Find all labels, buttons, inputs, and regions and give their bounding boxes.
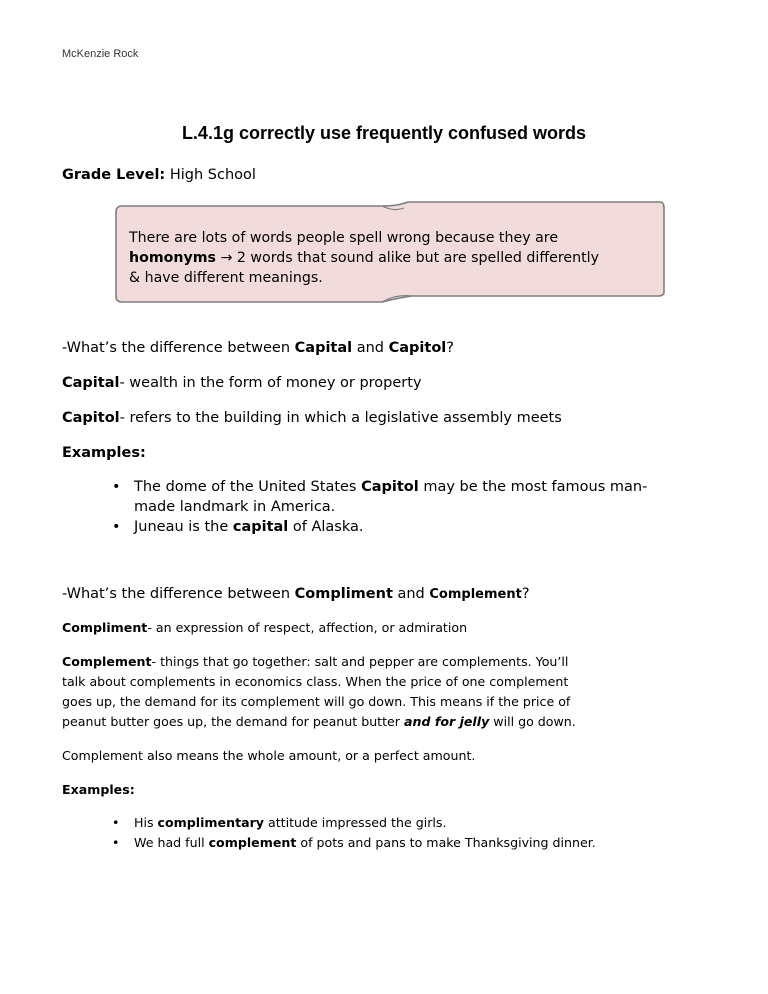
definition-text: peanut butter goes up, the demand for peanut butter xyxy=(62,714,404,729)
document-title: L.4.1g correctly use frequently confused words xyxy=(181,123,587,143)
capital-question xyxy=(62,338,454,358)
bullet-icon: • xyxy=(112,815,120,830)
example-bold: complement xyxy=(208,835,297,850)
capitol-definition xyxy=(62,408,562,428)
term-complement: Complement xyxy=(62,654,152,669)
word-capitol: Capitol xyxy=(388,340,447,356)
example-text: of Alaska. xyxy=(288,519,364,535)
list-item xyxy=(112,517,647,537)
examples-label: Examples: xyxy=(62,445,146,461)
examples-heading-2 xyxy=(62,780,135,800)
callout-homonyms: homonyms xyxy=(129,250,216,266)
callout-line-3: & have different meanings. xyxy=(129,270,323,286)
question-text: -What’s the difference between xyxy=(62,586,295,602)
grade-level-label: Grade Level: xyxy=(62,167,166,183)
callout-line-1: There are lots of words people spell wrong because they are xyxy=(129,230,559,246)
example-text: made landmark in America. xyxy=(134,499,336,515)
definition-text: - an expression of respect, affection, or admiration xyxy=(147,620,468,635)
word-capital: Capital xyxy=(294,340,353,356)
bullet-icon: • xyxy=(112,835,120,850)
examples-label: Examples: xyxy=(62,782,135,797)
example-text: His xyxy=(134,815,158,830)
example-text: The dome of the United States xyxy=(134,479,362,495)
compliment-examples-list xyxy=(112,813,596,853)
example-bold: Capitol xyxy=(361,479,419,495)
and-text: and xyxy=(352,340,389,356)
definition-text: - refers to the building in which a legislative assembly meets xyxy=(119,410,562,426)
capital-definition xyxy=(62,373,422,393)
example-text: attitude impressed the girls. xyxy=(264,815,447,830)
callout-line-2 xyxy=(129,248,649,268)
list-item xyxy=(112,813,596,833)
definition-text: - wealth in the form of money or property xyxy=(119,375,422,391)
grade-level-value: High School xyxy=(169,167,256,183)
complement-definition xyxy=(62,652,722,732)
list-item-continuation xyxy=(134,497,647,517)
term-compliment: Compliment xyxy=(62,620,148,635)
list-item xyxy=(112,477,648,497)
author-header: McKenzie Rock xyxy=(62,48,139,60)
word-compliment: Compliment xyxy=(294,586,393,602)
term-capital: Capital xyxy=(62,375,120,391)
arrow-icon: → xyxy=(220,250,233,266)
examples-heading-1 xyxy=(62,443,146,463)
example-bold: complimentary xyxy=(157,815,265,830)
definition-text: talk about complements in economics class. When the price of one complement xyxy=(62,674,569,689)
bullet-icon: • xyxy=(112,479,121,495)
question-mark: ? xyxy=(446,340,454,356)
list-item xyxy=(112,833,596,853)
example-text: We had full xyxy=(134,835,209,850)
callout-line-2-rest: 2 words that sound alike but are spelled differently xyxy=(232,250,599,266)
capital-examples-list xyxy=(112,477,648,537)
question-text: -What’s the difference between xyxy=(62,340,295,356)
definition-text: will go down. xyxy=(489,714,576,729)
definition-text: - things that go together: salt and pepper are complements. You’ll xyxy=(151,654,569,669)
example-bold: capital xyxy=(232,519,289,535)
grade-level-line xyxy=(62,165,256,185)
and-text: and xyxy=(392,586,430,602)
example-text: of pots and pans to make Thanksgiving dinner. xyxy=(296,835,596,850)
example-text: Juneau is the xyxy=(134,519,233,535)
term-capitol: Capitol xyxy=(62,410,120,426)
example-text: may be the most famous man- xyxy=(418,479,648,495)
definition-text: goes up, the demand for its complement will go down. This means if the price of xyxy=(62,694,571,709)
word-complement: Complement xyxy=(429,587,522,602)
compliment-question xyxy=(62,584,530,605)
complement-also: Complement also means the whole amount, or a perfect amount. xyxy=(62,748,476,763)
callout-text xyxy=(129,228,649,288)
compliment-definition xyxy=(62,618,467,638)
question-mark: ? xyxy=(521,586,530,602)
emphasis-text: and for jelly xyxy=(403,714,490,729)
bullet-icon: • xyxy=(112,519,121,535)
